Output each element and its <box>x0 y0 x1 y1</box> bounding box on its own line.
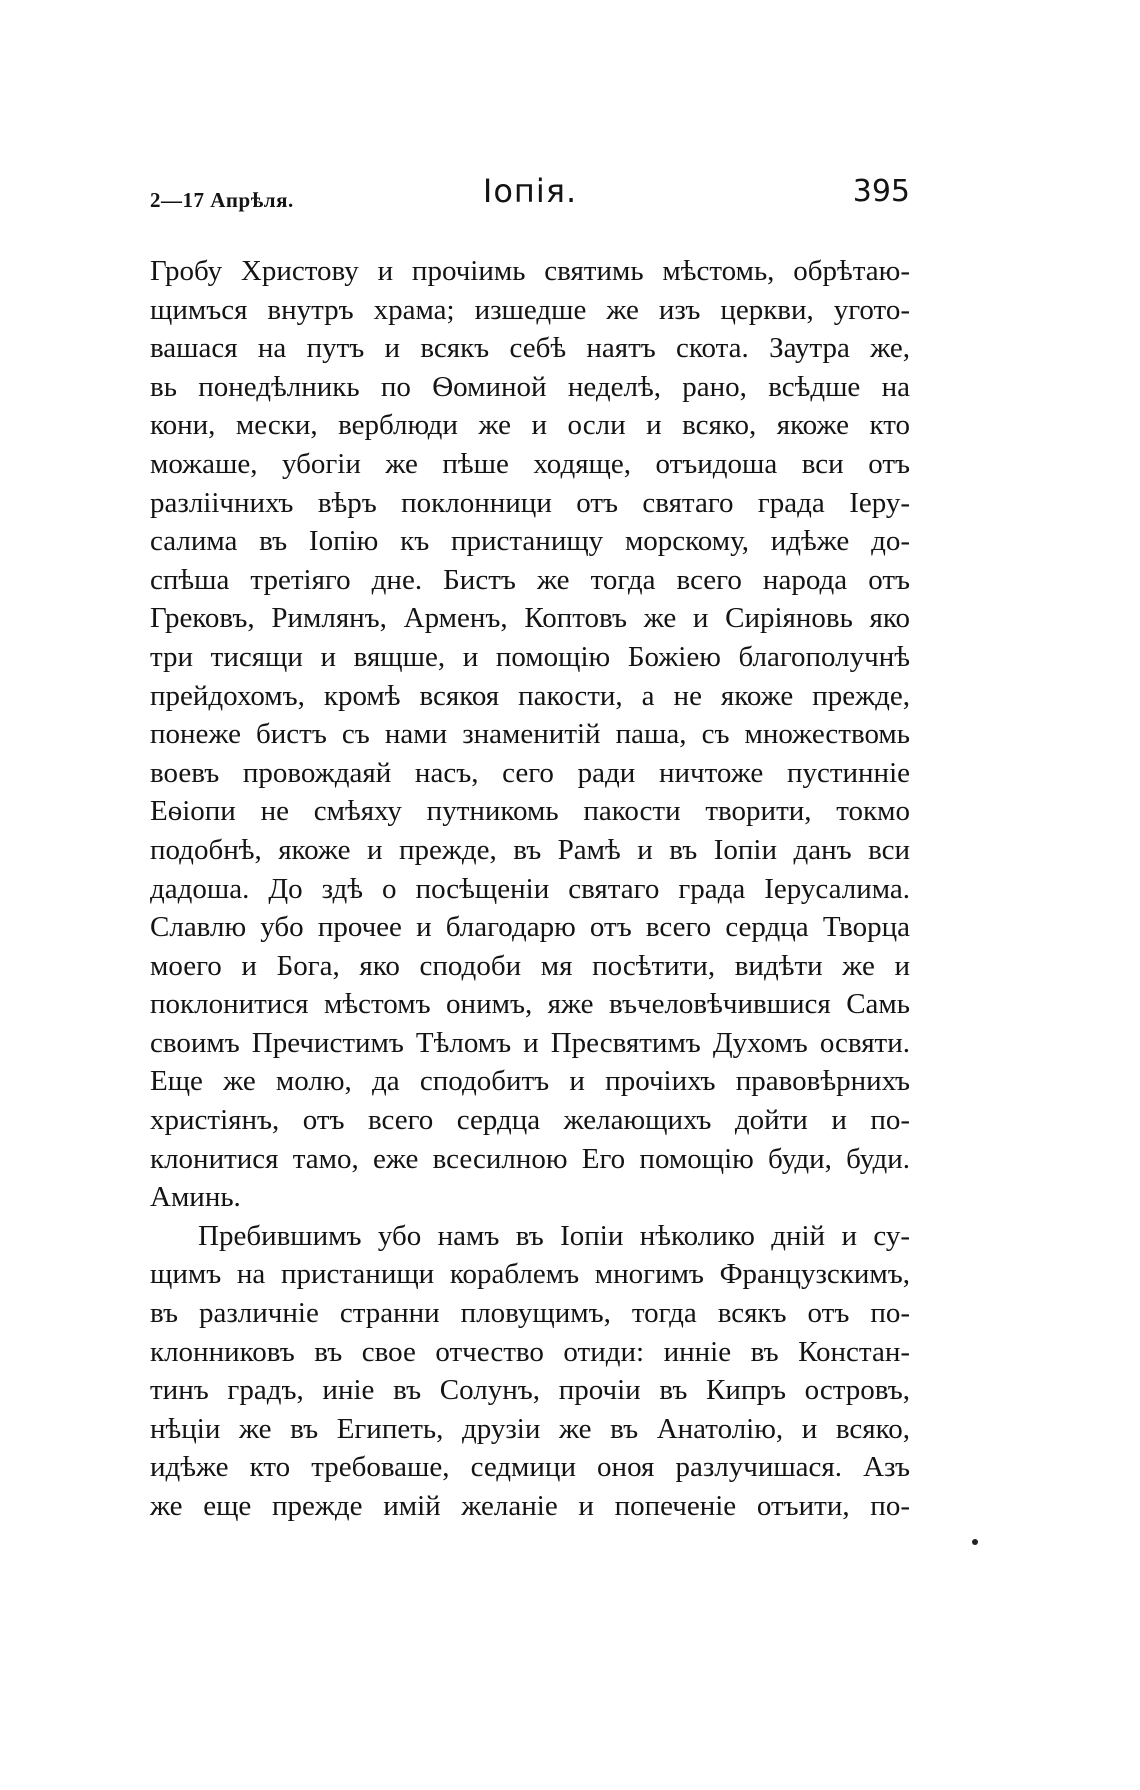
text-line: вь понедѣлникь по Ѳоминой неделѣ, рано, всѣдше на <box>150 370 910 403</box>
running-head-date: 2—17 Апрѣля. <box>150 188 294 212</box>
text-line: три тисящи и вящше, и помощію Божіею благополучнѣ <box>150 640 910 673</box>
page-number: 395 <box>852 174 910 209</box>
text-line: подобнѣ, якоже и прежде, въ Рамѣ и въ Іопіи данъ вси <box>150 833 910 866</box>
text-line: въ различніе странни пловущимъ, тогда всякъ отъ по- <box>150 1297 910 1330</box>
text-line: идѣже кто требоваше, седмици оноя разлучишася. Азъ <box>150 1451 910 1484</box>
text-line: дадоша. До здѣ о посѣщеніи святаго града Іерусалима. <box>150 872 910 905</box>
text-line: понеже бистъ съ нами знаменитій паша, съ множествомь <box>150 718 910 751</box>
text-line: моего и Бога, яко сподоби мя посѣтити, видѣти же и <box>150 949 910 982</box>
page-header <box>150 172 910 220</box>
text-line: щимъ на пристанищи кораблемъ многимъ Французскимъ, <box>150 1258 910 1291</box>
text-line: христіянъ, отъ всего сердца желающихъ дойти и по- <box>150 1104 910 1137</box>
text-line: нѣціи же въ Египеть, друзіи же въ Анатолію, и всяко, <box>150 1412 910 1445</box>
text-line: кони, мески, верблюди же и осли и всяко, якоже кто <box>150 409 910 442</box>
text-line: разліічнихъ вѣръ поклонници отъ святаго града Іеру- <box>150 486 910 519</box>
text-line: Славлю убо прочее и благодарю отъ всего сердца Творца <box>150 911 910 944</box>
text-line: можаше, убогіи же пѣше ходяще, отъидоша вси отъ <box>150 447 910 480</box>
text-line: клонитися тамо, еже всесилною Его помощію буди, буди. <box>150 1142 910 1175</box>
text-line: щимъся внутръ храма; изшедше же изъ церкви, угото- <box>150 293 910 326</box>
text-line: вашася на путъ и всякъ себѣ наятъ скота. Заутра же, <box>150 332 910 365</box>
text-line: Еще же молю, да сподобитъ и прочіихъ правовѣрнихъ <box>150 1065 910 1098</box>
text-line: Еѳіопи не смѣяху путникомь пакости творити, токмо <box>150 795 910 828</box>
text-line: же еще прежде имій желаніе и попеченіе отъити, по- <box>150 1490 910 1522</box>
text-line: своимъ Пречистимъ Тѣломъ и Пресвятимъ Духомъ освяти. <box>150 1026 910 1059</box>
text-line: клонниковъ въ свое отчество отиди: инніе въ Констан- <box>150 1335 910 1368</box>
body-text <box>150 252 910 1526</box>
paragraph-end-line: Аминь. <box>150 1181 241 1214</box>
text-line: салима въ Іопію къ пристанищу морскому, идѣже до- <box>150 525 910 558</box>
paragraph-start-line: Пребившимъ убо намъ въ Іопіи нѣколико дній и су- <box>198 1219 910 1252</box>
text-line: воевъ провождаяй насъ, сего ради ничтоже пустинніе <box>150 756 910 789</box>
text-line: Грековъ, Римлянъ, Арменъ, Коптовъ же и Сиріяновь яко <box>150 602 910 635</box>
running-head-title: Іопія. <box>482 172 578 210</box>
text-line: спѣша третіяго дне. Бистъ же тогда всего народа отъ <box>150 563 910 596</box>
text-line: тинъ градъ, иніе въ Солунъ, прочіи въ Кипръ островъ, <box>150 1374 910 1407</box>
text-line: прейдохомъ, кромѣ всякоя пакости, а не якоже прежде, <box>150 679 910 712</box>
ink-speck <box>972 1539 978 1545</box>
text-line: Гробу Христову и прочіимь святимь мѣстомь, обрѣтаю- <box>150 255 910 287</box>
text-line: поклонитися мѣстомъ онимъ, яже въчеловѣчившися Самь <box>150 988 910 1021</box>
